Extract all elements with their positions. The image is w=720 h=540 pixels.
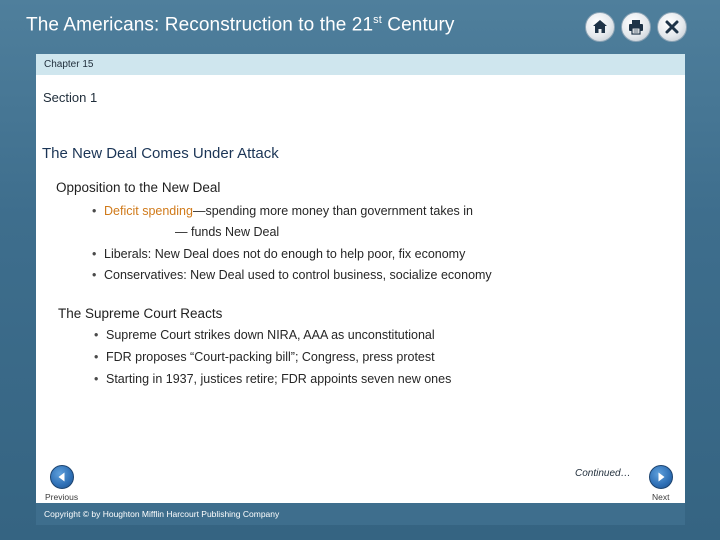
arrow-right-icon	[655, 471, 667, 483]
continued-label: Continued…	[575, 468, 631, 479]
section-label: Section 1	[43, 90, 98, 105]
next-button[interactable]	[649, 465, 673, 489]
chapter-bar	[36, 54, 685, 75]
previous-button[interactable]	[50, 465, 74, 489]
bullet-dot: •	[92, 247, 97, 261]
close-icon	[663, 18, 681, 36]
bullet-text: —spending more money than government takes in	[192, 204, 473, 218]
home-icon	[591, 18, 609, 36]
arrow-left-icon	[56, 471, 68, 483]
bullet-nira-aaa: • Supreme Court strikes down NIRA, AAA as unconstitutional	[94, 328, 435, 342]
court-heading: The Supreme Court Reacts	[58, 306, 223, 321]
home-button[interactable]	[585, 12, 615, 42]
bullet-conservatives: • Conservatives: New Deal used to control business, socialize economy	[92, 268, 492, 282]
bullet-liberals: • Liberals: New Deal does not do enough to help poor, fix economy	[92, 247, 466, 261]
bullet-deficit-spending	[92, 204, 473, 218]
bullet-justices-retire: • Starting in 1937, justices retire; FDR appoints seven new ones	[94, 372, 452, 386]
bullet-continuation: — funds New Deal	[175, 225, 280, 239]
app-title: The Americans: Reconstruction to the 21st Century	[26, 14, 455, 36]
bullet-dot: •	[94, 372, 99, 386]
bullet-dot: •	[94, 350, 99, 364]
print-icon	[627, 18, 645, 36]
chapter-label: Chapter 15	[44, 59, 94, 70]
bullet-court-packing: • FDR proposes “Court-packing bill”; Congress, press protest	[94, 350, 435, 364]
footer-bar	[36, 503, 685, 525]
term-deficit-spending: Deficit spending	[104, 204, 193, 218]
bullet-dot: •	[94, 328, 99, 342]
copyright-text: Copyright © by Houghton Mifflin Harcourt Publishing Company	[44, 509, 280, 519]
opposition-heading: Opposition to the New Deal	[56, 180, 221, 195]
print-button[interactable]	[621, 12, 651, 42]
bullet-dot: •	[92, 268, 97, 282]
bullet-dot: •	[92, 204, 97, 218]
previous-label[interactable]: Previous	[45, 492, 79, 502]
slide-heading: The New Deal Comes Under Attack	[42, 145, 279, 162]
next-label[interactable]: Next	[652, 492, 670, 502]
title-superscript: st	[373, 14, 382, 26]
close-button[interactable]	[657, 12, 687, 42]
